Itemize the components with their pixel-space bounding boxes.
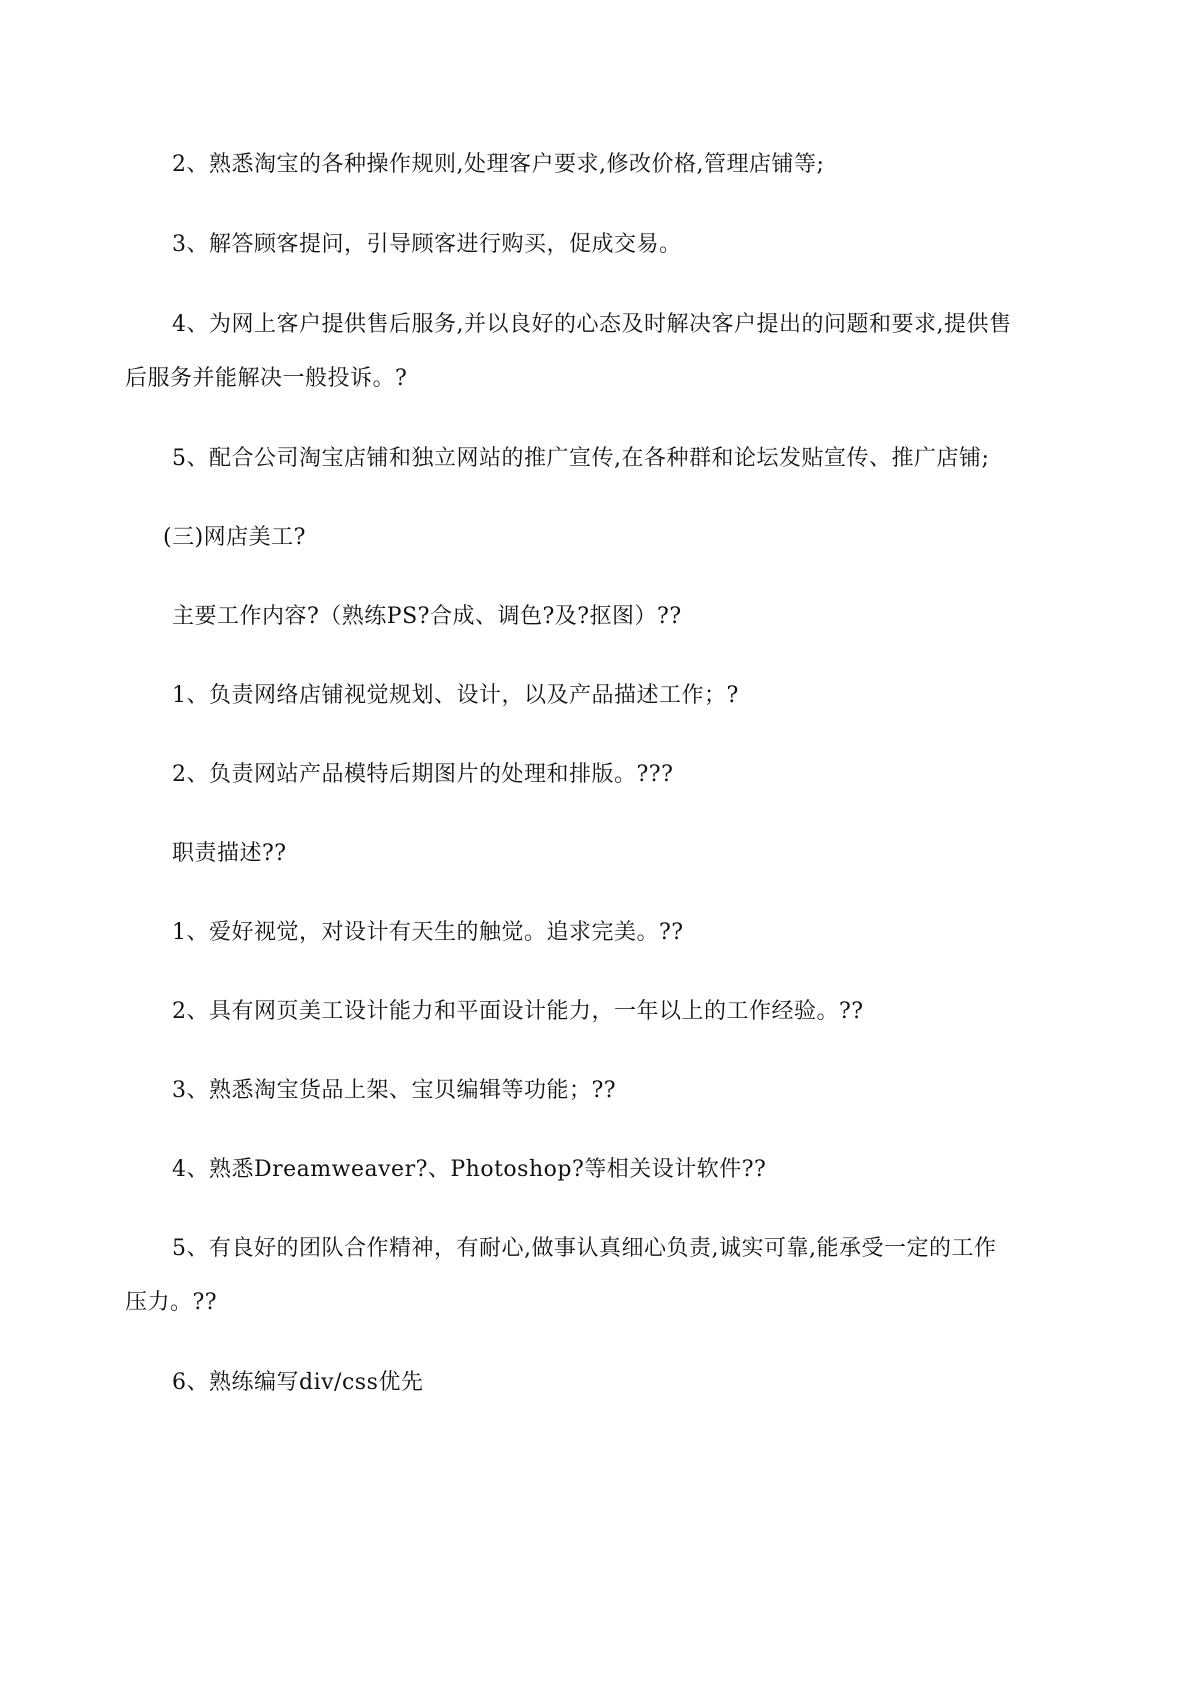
cs-item-5: 5、配合公司淘宝店铺和独立网站的推广宣传,在各种群和论坛发贴宣传、推广店铺; — [172, 446, 990, 471]
cs-item-4-continued: 后服务并能解决一般投诉。? — [125, 366, 408, 391]
section-heading: (三)网店美工? — [163, 525, 306, 550]
cs-item-2: 2、熟悉淘宝的各种操作规则,处理客户要求,修改价格,管理店铺等; — [172, 152, 825, 177]
duties-item-5: 5、有良好的团队合作精神，有耐心,做事认真细心负责,诚实可靠,能承受一定的工作 — [172, 1236, 997, 1261]
cs-item-3: 3、解答顾客提问，引导顾客进行购买，促成交易。 — [172, 232, 682, 257]
main-work-heading: 主要工作内容?（熟练PS?合成、调色?及?抠图）?? — [172, 604, 682, 629]
duties-item-1: 1、爱好视觉，对设计有天生的触觉。追求完美。?? — [172, 920, 684, 945]
duties-item-4: 4、熟悉Dreamweaver?、Photoshop?等相关设计软件?? — [172, 1157, 767, 1182]
duties-item-6: 6、熟练编写div/css优先 — [172, 1370, 424, 1395]
main-work-item-2: 2、负责网站产品模特后期图片的处理和排版。??? — [172, 762, 674, 787]
cs-item-4: 4、为网上客户提供售后服务,并以良好的心态及时解决客户提出的问题和要求,提供售 — [172, 312, 1012, 337]
duties-item-3: 3、熟悉淘宝货品上架、宝贝编辑等功能；?? — [172, 1078, 617, 1103]
main-work-item-1: 1、负责网络店铺视觉规划、设计，以及产品描述工作；? — [172, 683, 739, 708]
duties-item-2: 2、具有网页美工设计能力和平面设计能力，一年以上的工作经验。?? — [172, 999, 864, 1024]
duties-item-5-continued: 压力。?? — [125, 1290, 218, 1315]
duties-heading: 职责描述?? — [172, 841, 287, 866]
